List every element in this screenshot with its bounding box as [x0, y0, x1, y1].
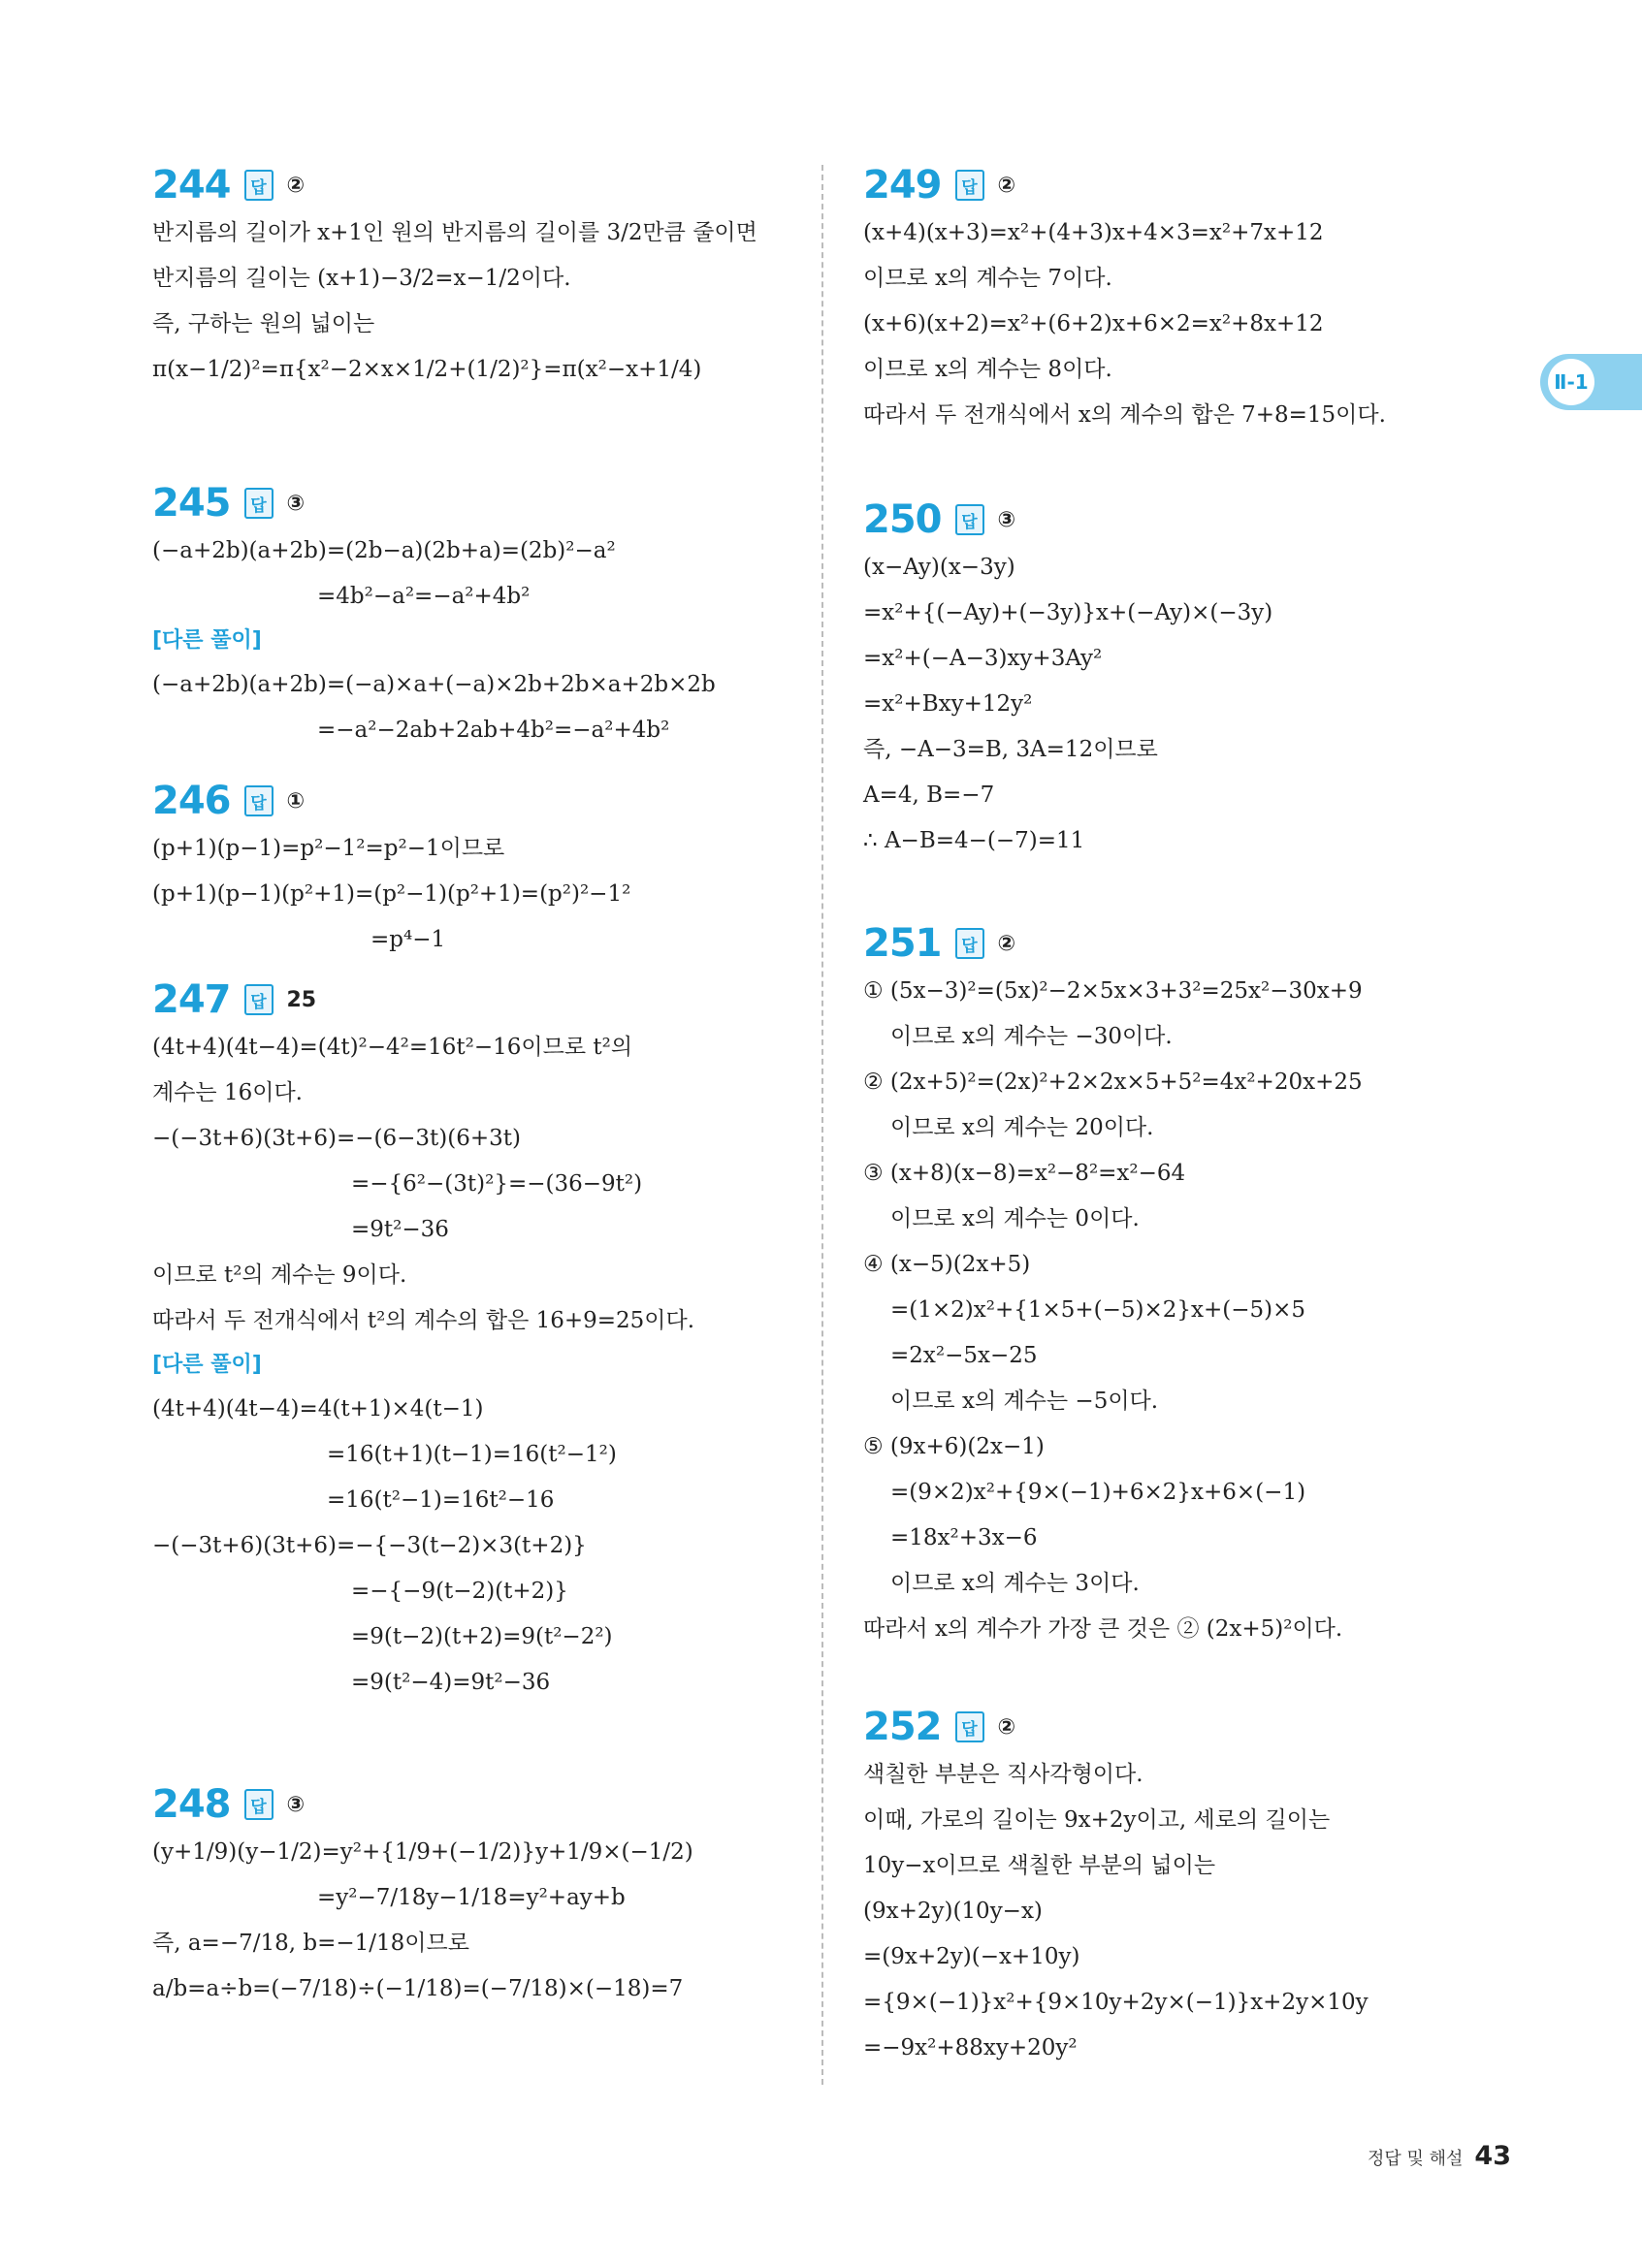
- solution-line: 따라서 두 전개식에서 t²의 계수의 합은 16+9=25이다.: [152, 1308, 695, 1333]
- solution-line: =x²+{(−Ay)+(−3y)}x+(−Ay)×(−3y): [863, 600, 1273, 625]
- solution-line: 이므로 x의 계수는 −30이다.: [890, 1024, 1173, 1049]
- problem-246: [152, 776, 792, 963]
- problem-header: [863, 1702, 1406, 1752]
- solution-line: 이므로 x의 계수는 7이다.: [863, 266, 1112, 291]
- problem-header: [152, 478, 792, 528]
- problem-number: 246: [152, 779, 231, 823]
- solution-line: (4t+4)(4t−4)=4(t+1)×4(t−1): [152, 1396, 484, 1421]
- problem-header: [152, 160, 792, 210]
- solution-line: =−a²−2ab+2ab+4b²=−a²+4b²: [317, 718, 670, 743]
- problem-250: [863, 495, 1406, 864]
- answer-badge: 답: [244, 984, 274, 1015]
- solution-line: 계수는 16이다.: [152, 1080, 303, 1105]
- solution-line: 이므로 x의 계수는 8이다.: [863, 357, 1112, 382]
- solution-line: 10y−x이므로 색칠한 부분의 넓이는: [863, 1853, 1216, 1878]
- problem-244: [152, 160, 792, 393]
- problem-number: 245: [152, 481, 231, 526]
- answer-value: ②: [286, 173, 306, 198]
- problem-header: [863, 160, 1406, 210]
- answer-value: ①: [286, 788, 306, 814]
- solution-line: (x−Ay)(x−3y): [863, 555, 1015, 580]
- problem-252: [863, 1702, 1406, 2071]
- problem-header: [863, 495, 1406, 545]
- solution-line: A=4, B=−7: [863, 783, 995, 808]
- solution-line: 색칠한 부분은 직사각형이다.: [863, 1762, 1143, 1787]
- answer-badge: 답: [955, 1711, 984, 1742]
- answer-badge: 답: [955, 504, 984, 535]
- problem-number: 250: [863, 497, 942, 542]
- solution-line: (−a+2b)(a+2b)=(−a)×a+(−a)×2b+2b×a+2b×2b: [152, 672, 716, 697]
- answer-badge: 답: [244, 1789, 274, 1820]
- solution-line: 이므로 t²의 계수는 9이다.: [152, 1262, 407, 1288]
- solution-line: =−{6²−(3t)²}=−(36−9t²): [351, 1171, 643, 1197]
- page-number: 43: [1474, 2141, 1511, 2171]
- solution-line: ={9×(−1)}x²+{9×10y+2y×(−1)}x+2y×10y: [863, 1990, 1368, 2015]
- solution-line: −(−3t+6)(3t+6)=−(6−3t)(6+3t): [152, 1126, 521, 1151]
- chapter-tab: [1540, 354, 1642, 410]
- solution-line: 즉, 구하는 원의 넓이는: [152, 311, 375, 336]
- solution-line: =x²+(−A−3)xy+3Ay²: [863, 646, 1103, 671]
- problem-251: [863, 918, 1406, 1652]
- solution-line: =−{−9(t−2)(t+2)}: [351, 1579, 568, 1604]
- answer-value: 25: [286, 987, 317, 1012]
- solution-line: =9(t²−4)=9t²−36: [351, 1670, 551, 1695]
- answer-value: ③: [286, 491, 306, 516]
- problem-header: [152, 1779, 792, 1830]
- problem-number: 248: [152, 1782, 231, 1827]
- problem-245: [152, 478, 792, 753]
- answer-value: ③: [286, 1792, 306, 1817]
- solution-line: =y²−7/18y−1/18=y²+ay+b: [317, 1885, 626, 1910]
- chapter-tab-label: Ⅱ-1: [1548, 359, 1594, 405]
- answer-value: ②: [997, 173, 1016, 198]
- solution-line: =9t²−36: [351, 1217, 449, 1242]
- problem-header: [152, 974, 792, 1025]
- solution-line: ③ (x+8)(x−8)=x²−8²=x²−64: [863, 1161, 1186, 1186]
- answer-value: ③: [997, 507, 1016, 532]
- solution-line: =16(t+1)(t−1)=16(t²−1²): [327, 1442, 617, 1467]
- solution-line: 이때, 가로의 길이는 9x+2y이고, 세로의 길이는: [863, 1807, 1331, 1833]
- solution-line: π(x−1/2)²=π{x²−2×x×1/2+(1/2)²}=π(x²−x+1/4): [152, 357, 702, 382]
- solution-line: 즉, −A−3=B, 3A=12이므로: [863, 737, 1158, 762]
- solution-line: =p⁴−1: [370, 927, 446, 952]
- solution-line: (p+1)(p−1)(p²+1)=(p²−1)(p²+1)=(p²)²−1²: [152, 881, 631, 907]
- solution-line: =(1×2)x²+{1×5+(−5)×2}x+(−5)×5: [890, 1297, 1306, 1323]
- problem-249: [863, 160, 1406, 438]
- problem-number: 249: [863, 163, 942, 208]
- problem-248: [152, 1779, 792, 2012]
- solution-line: ② (2x+5)²=(2x)²+2×2x×5+5²=4x²+20x+25: [863, 1070, 1363, 1095]
- solution-line: =9(t−2)(t+2)=9(t²−2²): [351, 1624, 613, 1649]
- solution-line: (y+1/9)(y−1/2)=y²+{1/9+(−1/2)}y+1/9×(−1/2): [152, 1839, 693, 1865]
- answer-value: ②: [997, 1714, 1016, 1740]
- solution-line: =16(t²−1)=16t²−16: [327, 1487, 555, 1513]
- solution-line: 반지름의 길이가 x+1인 원의 반지름의 길이를 3/2만큼 줄이면: [152, 220, 757, 245]
- solution-line: ④ (x−5)(2x+5): [863, 1252, 1031, 1277]
- answer-badge: 답: [244, 488, 274, 519]
- solution-line: ⑤ (9x+6)(2x−1): [863, 1434, 1045, 1459]
- column-divider: [821, 165, 823, 2085]
- solution-line: (p+1)(p−1)=p²−1²=p²−1이므로: [152, 836, 505, 861]
- alternative-solution-label: [다른 풀이]: [152, 1353, 262, 1377]
- problem-header: [152, 776, 792, 826]
- solution-line: (x+4)(x+3)=x²+(4+3)x+4×3=x²+7x+12: [863, 220, 1324, 245]
- solution-line: 이므로 x의 계수는 3이다.: [890, 1571, 1140, 1596]
- answer-badge: 답: [244, 170, 274, 201]
- solution-line: =4b²−a²=−a²+4b²: [317, 584, 531, 609]
- page-footer: [1368, 2141, 1511, 2171]
- solution-line: (9x+2y)(10y−x): [863, 1899, 1043, 1924]
- footer-text: 정답 및 해설: [1368, 2149, 1464, 2169]
- solution-line: 이므로 x의 계수는 0이다.: [890, 1206, 1140, 1231]
- solution-line: ① (5x−3)²=(5x)²−2×5x×3+3²=25x²−30x+9: [863, 978, 1363, 1004]
- solution-line: ∴ A−B=4−(−7)=11: [863, 828, 1085, 853]
- alternative-solution-label: [다른 풀이]: [152, 628, 262, 653]
- solution-line: 이므로 x의 계수는 20이다.: [890, 1115, 1154, 1140]
- problem-247: [152, 974, 792, 1706]
- solution-line: (4t+4)(4t−4)=(4t)²−4²=16t²−16이므로 t²의: [152, 1035, 633, 1060]
- solution-line: =2x²−5x−25: [890, 1343, 1038, 1368]
- problem-number: 251: [863, 921, 942, 966]
- problem-number: 244: [152, 163, 231, 208]
- solution-line: 즉, a=−7/18, b=−1/18이므로: [152, 1931, 469, 1956]
- solution-line: 따라서 x의 계수가 가장 큰 것은 ② (2x+5)²이다.: [863, 1616, 1343, 1642]
- solution-line: a/b=a÷b=(−7/18)÷(−1/18)=(−7/18)×(−18)=7: [152, 1976, 684, 2001]
- answer-badge: 답: [244, 785, 274, 816]
- solution-line: =18x²+3x−6: [890, 1525, 1038, 1550]
- answer-value: ②: [997, 931, 1016, 956]
- solution-line: (−a+2b)(a+2b)=(2b−a)(2b+a)=(2b)²−a²: [152, 538, 616, 563]
- answer-badge: 답: [955, 928, 984, 959]
- solution-line: =(9×2)x²+{9×(−1)+6×2}x+6×(−1): [890, 1480, 1306, 1505]
- solution-line: =−9x²+88xy+20y²: [863, 2035, 1078, 2060]
- solution-line: −(−3t+6)(3t+6)=−{−3(t−2)×3(t+2)}: [152, 1533, 587, 1558]
- problem-number: 252: [863, 1705, 942, 1749]
- problem-header: [863, 918, 1406, 969]
- problem-number: 247: [152, 977, 231, 1022]
- solution-line: 따라서 두 전개식에서 x의 계수의 합은 7+8=15이다.: [863, 402, 1386, 428]
- solution-line: (x+6)(x+2)=x²+(6+2)x+6×2=x²+8x+12: [863, 311, 1324, 336]
- answer-badge: 답: [955, 170, 984, 201]
- solution-line: =(9x+2y)(−x+10y): [863, 1944, 1080, 1969]
- solution-line: =x²+Bxy+12y²: [863, 691, 1033, 717]
- solution-line: 반지름의 길이는 (x+1)−3/2=x−1/2이다.: [152, 266, 571, 291]
- solution-line: 이므로 x의 계수는 −5이다.: [890, 1389, 1159, 1414]
